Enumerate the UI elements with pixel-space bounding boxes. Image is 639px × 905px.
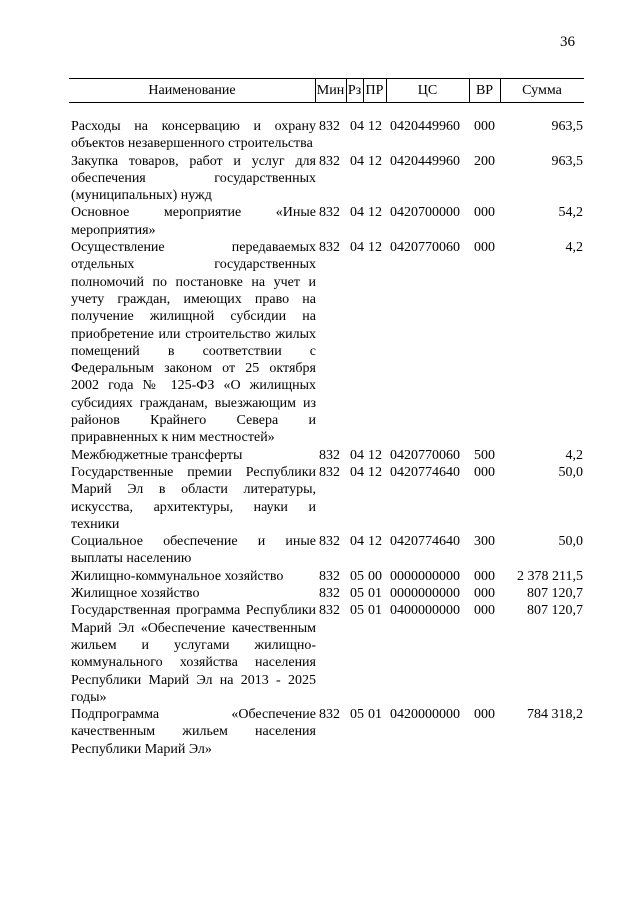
row-min: 832 bbox=[319, 447, 340, 463]
row-min: 832 bbox=[319, 707, 340, 723]
row-rz: 05 bbox=[350, 707, 364, 723]
row-pr: 12 bbox=[368, 464, 382, 480]
row-cs: 0420770060 bbox=[390, 447, 460, 463]
row-cs: 0420449960 bbox=[390, 119, 460, 134]
table-row bbox=[0, 204, 639, 239]
row-rz: 04 bbox=[350, 119, 364, 134]
row-pr: 12 bbox=[368, 447, 382, 463]
header-pr: ПР bbox=[365, 83, 384, 98]
row-name: Закупка товаров, работ и услуг для обеспечения государственных (муниципальных) нужд bbox=[71, 153, 316, 204]
row-pr: 12 bbox=[368, 205, 382, 221]
table-row bbox=[0, 447, 639, 464]
row-rz: 05 bbox=[350, 603, 364, 619]
row-min: 832 bbox=[319, 568, 340, 584]
row-sum: 50,0 bbox=[558, 534, 583, 550]
header-vr: ВР bbox=[475, 83, 494, 98]
row-sum: 4,2 bbox=[565, 447, 583, 463]
row-sum: 50,0 bbox=[558, 464, 583, 480]
header-cs: ЦС bbox=[417, 83, 438, 98]
header-name: Наименование bbox=[148, 83, 236, 98]
row-cs: 0420774640 bbox=[390, 534, 460, 550]
table-row bbox=[0, 568, 639, 585]
row-name: Жилищное хозяйство bbox=[71, 586, 200, 602]
table-row bbox=[0, 464, 639, 533]
row-rz: 05 bbox=[350, 568, 364, 584]
row-vr: 000 bbox=[474, 586, 495, 602]
row-min: 832 bbox=[319, 464, 340, 480]
row-cs: 0400000000 bbox=[390, 603, 460, 619]
row-min: 832 bbox=[319, 153, 340, 169]
row-vr: 300 bbox=[474, 534, 495, 550]
row-pr: 00 bbox=[368, 568, 382, 584]
row-cs: 0420000000 bbox=[390, 707, 460, 723]
row-pr: 01 bbox=[368, 586, 382, 602]
row-vr: 200 bbox=[474, 153, 495, 169]
row-sum: 54,2 bbox=[558, 205, 583, 221]
row-vr: 000 bbox=[474, 603, 495, 619]
row-vr: 000 bbox=[474, 568, 495, 584]
table-row bbox=[0, 585, 639, 602]
row-cs: 0420770060 bbox=[390, 240, 460, 256]
table-header-bottom-rule bbox=[69, 102, 584, 103]
row-name: Осуществление передаваемых отдельных государственных полномочий по постановке на учет и учету граждан, имеющих право на получение жилищной субсидии на приобретение или строительство жилых помещений в соответствии с Федеральным законом от 25 октября 2002 года № 125-ФЗ «О жилищных субсидиях гражданам, выезжающим из районов Крайнего Севера и приравненных к ним местностей» bbox=[71, 240, 316, 446]
row-cs: 0420774640 bbox=[390, 464, 460, 480]
table-row bbox=[0, 239, 639, 447]
row-pr: 01 bbox=[368, 603, 382, 619]
table-row bbox=[0, 602, 639, 706]
row-rz: 05 bbox=[350, 586, 364, 602]
row-sum: 963,5 bbox=[551, 119, 583, 134]
row-name: Расходы на консервацию и охрану объектов незавершенного строительства bbox=[71, 119, 316, 152]
row-name: Межбюджетные трансферты bbox=[71, 447, 243, 463]
row-vr: 000 bbox=[474, 240, 495, 256]
row-rz: 04 bbox=[350, 447, 364, 463]
row-pr: 01 bbox=[368, 707, 382, 723]
row-cs: 0420449960 bbox=[390, 153, 460, 169]
row-sum: 2 378 211,5 bbox=[517, 568, 583, 584]
row-rz: 04 bbox=[350, 534, 364, 550]
row-vr: 000 bbox=[474, 119, 495, 134]
row-min: 832 bbox=[319, 586, 340, 602]
row-min: 832 bbox=[319, 534, 340, 550]
row-min: 832 bbox=[319, 119, 340, 134]
header-sum: Сумма bbox=[522, 83, 562, 98]
row-pr: 12 bbox=[368, 153, 382, 169]
row-name: Основное мероприятие «Иные мероприятия» bbox=[71, 205, 316, 238]
row-sum: 807 120,7 bbox=[527, 603, 583, 619]
row-name: Государственная программа Республики Марий Эл «Обеспечение качественным жильем и услугами жилищно-коммунального хозяйства населения Республики Марий Эл на 2013 - 2025 годы» bbox=[71, 603, 316, 705]
row-pr: 12 bbox=[368, 119, 382, 134]
row-sum: 807 120,7 bbox=[527, 586, 583, 602]
row-name: Государственные премии Республики Марий Эл в области литературы, искусства, архитектуры, науки и техники bbox=[71, 464, 316, 532]
header-min: Мин bbox=[316, 83, 345, 98]
row-vr: 000 bbox=[474, 464, 495, 480]
row-rz: 04 bbox=[350, 240, 364, 256]
row-vr: 000 bbox=[474, 205, 495, 221]
row-min: 832 bbox=[319, 603, 340, 619]
budget-table-body bbox=[0, 118, 639, 758]
row-name: Подпрограмма «Обеспечение качественным жильем населения Республики Марий Эл» bbox=[71, 707, 316, 757]
row-name: Социальное обеспечение и иные выплаты населению bbox=[71, 534, 316, 567]
row-min: 832 bbox=[319, 240, 340, 256]
page-number: 36 bbox=[560, 34, 575, 50]
row-vr: 500 bbox=[474, 447, 495, 463]
row-rz: 04 bbox=[350, 464, 364, 480]
header-rz: Рз bbox=[347, 83, 362, 98]
row-rz: 04 bbox=[350, 153, 364, 169]
row-min: 832 bbox=[319, 205, 340, 221]
row-sum: 784 318,2 bbox=[527, 707, 583, 723]
row-name: Жилищно-коммунальное хозяйство bbox=[71, 568, 284, 584]
row-vr: 000 bbox=[474, 707, 495, 723]
row-cs: 0420700000 bbox=[390, 205, 460, 221]
row-pr: 12 bbox=[368, 534, 382, 550]
row-cs: 0000000000 bbox=[390, 568, 460, 584]
row-sum: 963,5 bbox=[551, 153, 583, 169]
table-row bbox=[0, 153, 639, 205]
row-cs: 0000000000 bbox=[390, 586, 460, 602]
row-sum: 4,2 bbox=[565, 240, 583, 256]
row-pr: 12 bbox=[368, 240, 382, 256]
table-header-top-rule bbox=[69, 78, 584, 79]
table-row bbox=[0, 706, 639, 758]
row-rz: 04 bbox=[350, 205, 364, 221]
table-row bbox=[0, 533, 639, 568]
table-row bbox=[0, 118, 639, 153]
